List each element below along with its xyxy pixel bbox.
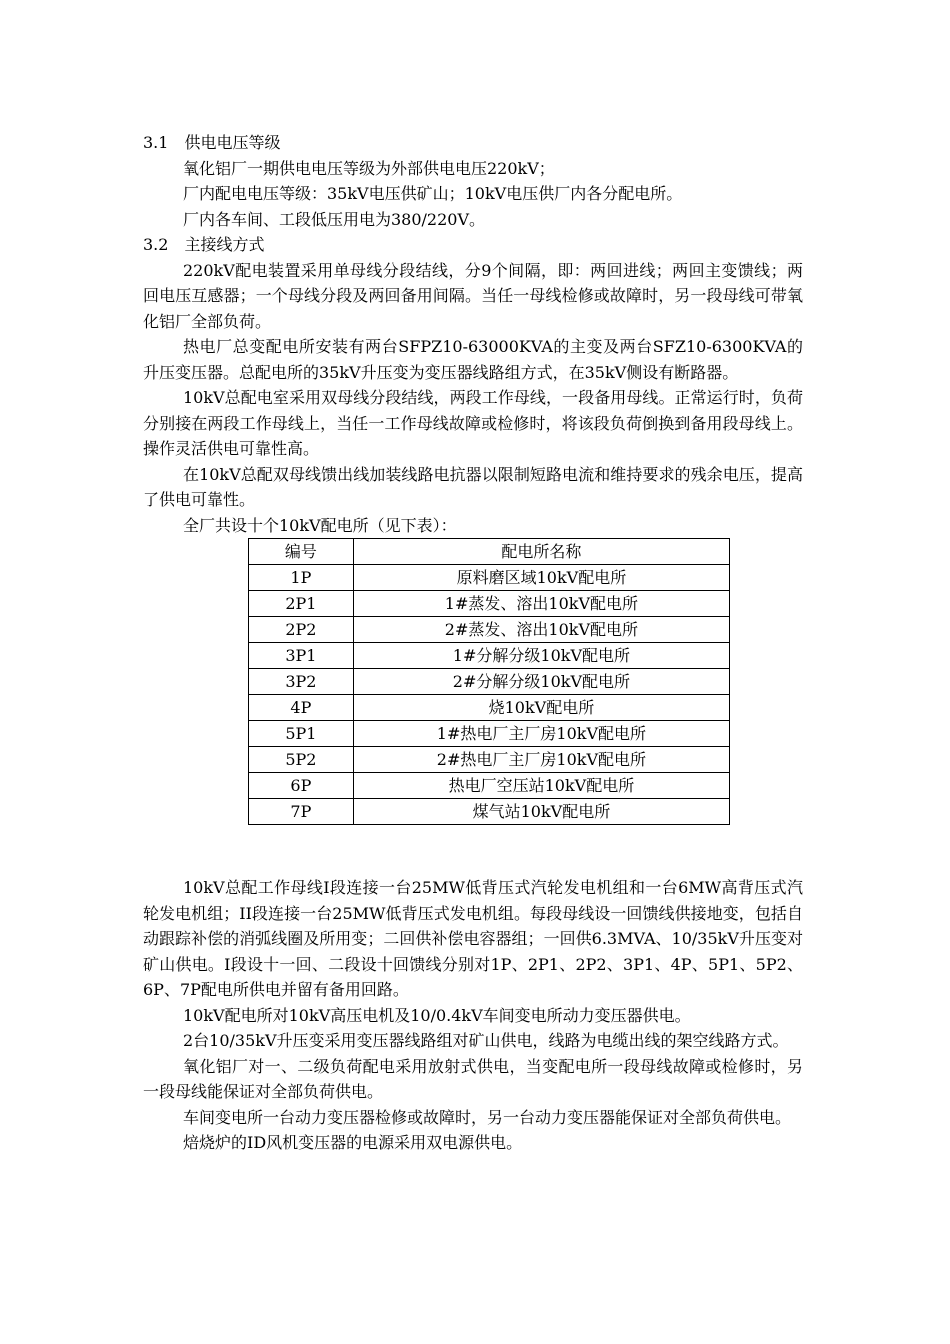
cell-substation-name: 1#热电厂主厂房10kV配电所 [353,721,729,747]
cell-substation-name: 1#蒸发、溶出10kV配电所 [353,591,729,617]
paragraph: 10kV总配电室采用双母线分段结线，两段工作母线，一段备用母线。正常运行时，负荷分别接在两段工作母线上，当任一工作母线故障或检修时，将该段负荷倒换到备用段母线上。操作灵活供电可靠性高。 [143,388,803,458]
section-heading-3-1: 3.1 供电电压等级 [143,133,281,152]
substation-table [248,538,730,825]
paragraph: 10kV配电所对10kV高压电机及10/0.4kV车间变电所动力变压器供电。 [183,1005,691,1025]
table-row [249,695,730,721]
paragraph: 10kV总配工作母线I段连接一台25MW低背压式汽轮发电机组和一台6MW高背压式汽轮发电机组；II段连接一台25MW低背压式发电机组。每段母线设一回馈线供接地变，包括自动跟踪补偿的消弧线圈及所用变；二回供补偿电容器组；一回供6.3MVA、10/35kV升压变对矿山供电。I段设十一回、二段设十回馈线分别对1P、2P1、2P2、3P1、4P、5P1、5P2、6P、7P配电所供电并留有备用回路。 [143,878,803,999]
paragraph: 在10kV总配双母线馈出线加装线路电抗器以限制短路电流和维持要求的残余电压，提高了供电可靠性。 [143,464,803,509]
cell-substation-id: 3P2 [249,669,354,695]
spacer [143,825,803,875]
paragraph: 氧化铝厂对一、二级负荷配电采用放射式供电，当变配电所一段母线故障或检修时，另一段母线能保证对全部负荷供电。 [143,1056,803,1101]
cell-substation-name: 热电厂空压站10kV配电所 [353,773,729,799]
table-caption: 全厂共设十个10kV配电所（见下表）： [183,515,457,535]
cell-substation-name: 原料磨区域10kV配电所 [353,565,729,591]
document-body [143,130,803,1156]
cell-substation-name: 烧10kV配电所 [353,695,729,721]
paragraph: 厂内配电电压等级：35kV电压供矿山；10kV电压供厂内各分配电所。 [183,184,683,203]
paragraph: 车间变电所一台动力变压器检修或故障时，另一台动力变压器能保证对全部负荷供电。 [183,1107,792,1127]
paragraph: 焙烧炉的ID风机变压器的电源采用双电源供电。 [183,1133,523,1152]
cell-substation-id: 1P [249,565,354,591]
paragraph: 厂内各车间、工段低压用电为380/220V。 [183,209,486,229]
table-row [249,565,730,591]
table-row [249,591,730,617]
cell-substation-name: 煤气站10kV配电所 [353,799,729,825]
section-heading-3-2: 3.2 主接线方式 [143,235,265,254]
cell-substation-id: 4P [249,695,354,721]
substation-table-wrapper [248,538,730,825]
table-row [249,773,730,799]
cell-substation-id: 2P2 [249,617,354,643]
cell-substation-name: 2#热电厂主厂房10kV配电所 [353,747,729,773]
cell-substation-id: 7P [249,799,354,825]
paragraph: 氧化铝厂一期供电电压等级为外部供电电压220kV； [183,158,555,178]
table-row [249,799,730,825]
table-row [249,643,730,669]
paragraph: 220kV配电装置采用单母线分段结线，分9个间隔，即：两回进线；两回主变馈线；两回电压互感器；一个母线分段及两回备用间隔。当任一母线检修或故障时，另一段母线可带氧化铝厂全部负荷。 [143,260,803,331]
cell-substation-id: 3P1 [249,643,354,669]
table-row [249,747,730,773]
cell-substation-id: 6P [249,773,354,799]
cell-substation-id: 2P1 [249,591,354,617]
table-row [249,617,730,643]
cell-substation-name: 2#蒸发、溶出10kV配电所 [353,617,729,643]
table-header-row [249,539,730,565]
table-body [249,565,730,825]
table-row [249,669,730,695]
table-row [249,721,730,747]
cell-substation-id: 5P2 [249,747,354,773]
paragraph: 热电厂总变配电所安装有两台SFPZ10-63000KVA的主变及两台SFZ10-6300KVA的升压变压器。总配电所的35kV升压变为变压器线路组方式，在35kV侧设有断路器。 [143,337,803,382]
paragraph: 2台10/35kV升压变采用变压器线路组对矿山供电，线路为电缆出线的架空线路方式。 [183,1031,789,1050]
column-header-id: 编号 [249,539,354,565]
cell-substation-id: 5P1 [249,721,354,747]
cell-substation-name: 1#分解分级10kV配电所 [353,643,729,669]
column-header-name: 配电所名称 [353,539,729,565]
cell-substation-name: 2#分解分级10kV配电所 [353,669,729,695]
